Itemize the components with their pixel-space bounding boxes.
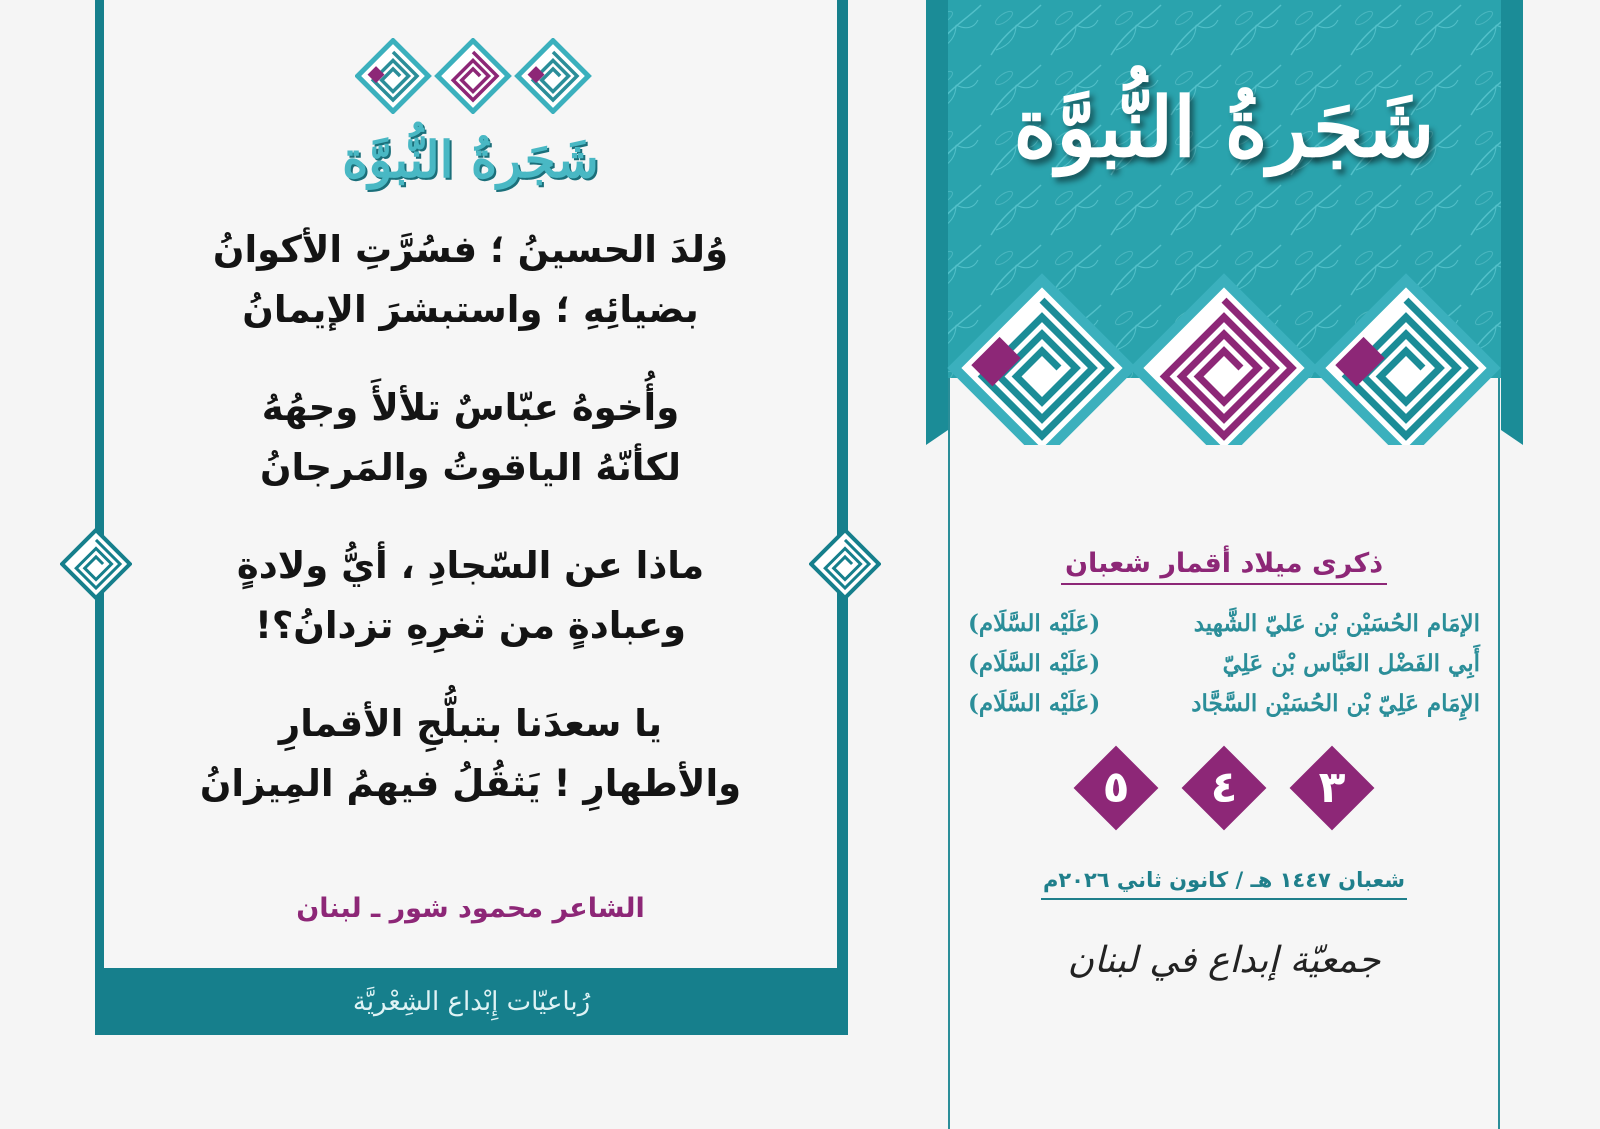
honoree-salutation: (عَلَيْه السَّلَام) [968,610,1101,637]
poem-card-footer: رُباعيّات إِبْداع الشِعْريَّة [352,986,591,1017]
occasion-heading [948,548,1500,585]
kufic-diamond-ornament-icon [60,528,132,600]
honoree-line [968,604,1480,644]
honoree-line [968,644,1480,684]
kufic-ornament-row [355,38,595,114]
poem-line: بضيائِهِ ؛ واستبشرَ الإيمانُ [242,288,699,331]
kufic-diamond-ornament-icon [809,528,881,600]
poem-card-title: شَجَرةُ النُّبوَّة [342,130,599,189]
honoree-salutation: (عَلَيْه السَّلَام) [968,650,1101,677]
honoree-names [968,604,1480,724]
occasion-text: ذكرى ميلاد أقمار شعبان [1061,548,1387,585]
day-number: ٣ [1318,762,1346,813]
honoree-name: الإِمَام عَلِيّ بْن الحُسَيْن السَّجَّاد [1191,690,1480,717]
day-number: ٥ [1102,762,1130,813]
poem-line: لكأنّهُ الياقوتُ والمَرجانُ [259,446,682,489]
poem [104,220,837,852]
event-date [948,868,1500,900]
poem-line: وعبادةٍ من ثغرِهِ تزدانُ؟! [254,604,687,647]
poem-line: والأطهارِ ! يَثقُلُ فيهمُ المِيزانُ [199,762,742,805]
stanza [104,220,837,340]
invitation-title: شَجَرةُ النُّبوَّة [1013,80,1435,176]
association-signature: جمعيّة إبداع في لبنان [1067,940,1381,981]
stanza [104,694,837,814]
day-number: ٤ [1210,762,1238,813]
honoree-line [968,684,1480,724]
poem-line: يا سعدَنا بتبلُّجِ الأقمارِ [278,702,663,745]
honoree-name: الإمَام الحُسَيْن بْن عَليّ الشَّهيد [1193,610,1480,637]
honoree-name: أَبِي الفَضْل العَبَّاس بْن عَلِيّ [1222,650,1480,677]
poem-line: وُلدَ الحسينُ ؛ فسُرَّتِ الأكوانُ [212,228,729,271]
honoree-salutation: (عَلَيْه السَّلَام) [968,690,1101,717]
stanza [104,378,837,498]
poem-line: وأُخوهُ عبّاسٌ تلألأَ وجهُهُ [261,386,680,429]
leaf-pattern-banner [926,0,1523,445]
stanza [104,536,837,656]
event-date-text: شعبان ١٤٤٧ هـ / كانون ثاني ٢٠٢٦م [1041,868,1407,900]
poem-line: ماذا عن السّجادِ ، أيُّ ولادةٍ [236,544,705,587]
poet-credit: الشاعر محمود شور ـ لبنان [296,893,645,924]
